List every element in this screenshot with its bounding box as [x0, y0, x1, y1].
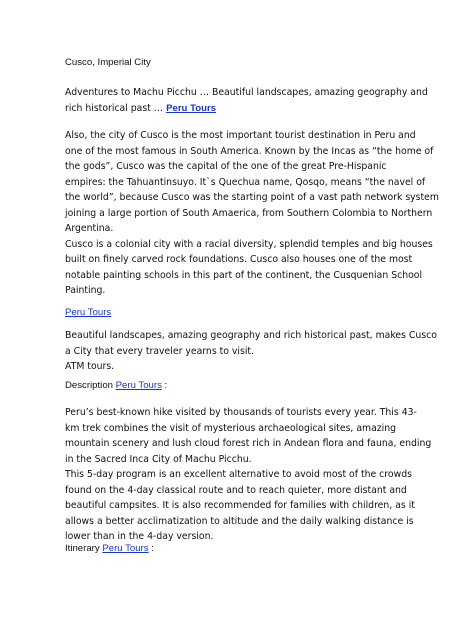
description-heading	[65, 380, 167, 391]
para5-line: beautiful campsites. It is also recommended for families with children, as it	[65, 500, 415, 511]
peru-tours-link-itinerary[interactable]: Peru Tours	[102, 543, 149, 554]
paragraph-landscapes	[65, 328, 437, 375]
para1-line: Also, the city of Cusco is the most important tourist destination in Peru and	[65, 130, 416, 141]
para2-line: Painting.	[65, 285, 106, 296]
intro-paragraph	[65, 85, 428, 116]
para3-line: a City that every traveler yearns to visit.	[65, 345, 255, 357]
intro-line-2	[65, 101, 395, 117]
para1-line: empires: the Tahuantinsuyo. It`s Quechua name, Qosqo, means “the navel of	[65, 176, 426, 188]
intro-line-1: Adventures to Machu Picchu … Beautiful landscapes, amazing geography and	[65, 87, 428, 98]
peru-tours-link-section[interactable]: Peru Tours	[65, 307, 112, 318]
para2-line: Cusco is a colonial city with a racial diversity, splendid temples and big houses	[65, 238, 433, 250]
para2-line: notable painting schools in this part of the continent, the Cusquenian School	[65, 269, 423, 281]
para1-line: the world”, because Cusco was the starting point of a vast path network system	[65, 192, 439, 203]
paragraph-program	[65, 467, 415, 545]
para1-line: joining a large portion of South Amaerica, from Southern Colombia to Northern	[65, 207, 433, 219]
para5-line: found on the 4-day classical route and to reach quieter, more distant and	[65, 484, 407, 496]
para4-line: Peru’s best-known hike visited by thousands of tourists every year. This 43-	[65, 407, 417, 418]
para2-line: built on finely carved rock foundations. Cusco also houses one of the most	[65, 254, 413, 265]
paragraph-hike	[65, 405, 432, 467]
para3-line: ATM tours.	[65, 361, 115, 372]
itinerary-label: Itinerary	[65, 543, 103, 554]
para1-line: Argentina.	[65, 223, 114, 234]
itinerary-heading	[65, 543, 154, 554]
para1-line: the gods”, Cusco was the capital of the one of the great Pre-Hispanic	[65, 161, 387, 172]
para3-line: Beautiful landscapes, amazing geography and rich historical past, makes Cusco	[65, 330, 437, 341]
section-link-heading	[65, 307, 111, 318]
para4-line: mountain scenery and lush cloud forest rich in Andean flora and fauna, ending	[65, 438, 432, 449]
description-label: Description	[65, 380, 116, 391]
paragraph-about-cusco	[65, 128, 439, 299]
peru-tours-link-description[interactable]: Peru Tours	[115, 380, 162, 391]
para5-line: This 5-day program is an excellent alternative to avoid most of the crowds	[65, 469, 412, 480]
description-suffix: :	[161, 380, 168, 391]
para4-line: km trek combines the visit of mysterious archaeological sites, amazing	[65, 422, 397, 434]
intro-line-2-text: rich historical past …	[65, 102, 167, 114]
page-title: Cusco, Imperial City	[65, 57, 151, 68]
para5-line: lower than in the 4-day version.	[65, 531, 214, 542]
para5-line: allows a better acclimatization to altitude and the daily walking distance is	[65, 515, 414, 527]
para1-line: one of the most famous in South America. Known by the Incas as “the home of	[65, 145, 434, 157]
itinerary-suffix: :	[148, 543, 154, 554]
para4-line: in the Sacred Inca City of Machu Picchu.	[65, 453, 252, 465]
peru-tours-link-intro[interactable]: Peru Tours	[166, 102, 217, 114]
